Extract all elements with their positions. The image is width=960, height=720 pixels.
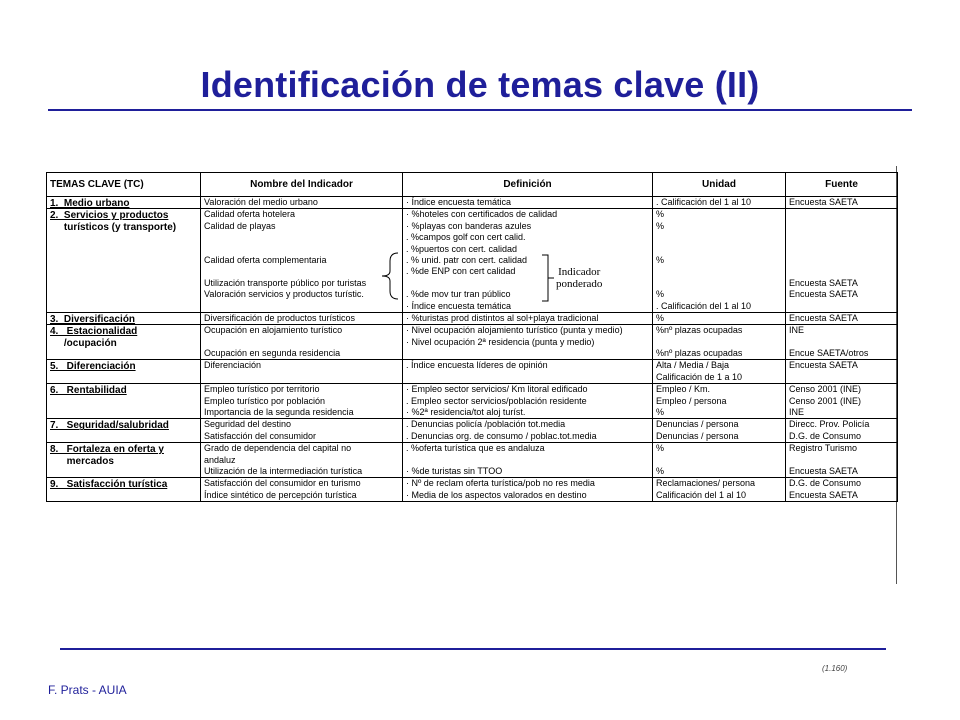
cell-line: [789, 337, 894, 348]
cell-line: %: [656, 407, 665, 418]
cell-line: Índice sintético de percepción turística: [204, 489, 357, 500]
cell-line: [789, 232, 894, 243]
footer-divider: [60, 648, 886, 650]
cell-line: 7. Seguridad/salubridad: [50, 420, 169, 432]
weighted-indicator-line1: Indicador: [558, 266, 601, 278]
cell-line: Censo 2001 (INE): [789, 384, 862, 395]
cell-line: %: [656, 220, 665, 231]
cell-line: %nº plazas ocupadas: [656, 325, 743, 336]
cell-line: . Calificación del 1 al 10: [656, 300, 752, 311]
indicador-cell: [201, 419, 403, 443]
cell-line: Diferenciación: [204, 360, 262, 371]
table-row: [47, 209, 898, 313]
table-row: [47, 325, 898, 360]
table-row: [47, 419, 898, 443]
cell-line: Encuesta SAETA: [789, 277, 858, 288]
cell-line: Encuesta SAETA: [789, 489, 858, 500]
cell-line: [204, 301, 399, 312]
cell-line: [656, 232, 782, 243]
cell-line: Valoración del medio urbano: [204, 197, 318, 207]
cell-line: 9. Satisfacción turística: [50, 479, 168, 491]
cell-line: [789, 221, 894, 232]
cell-line: Utilización transporte público por turistas: [204, 277, 367, 288]
cell-line: · %2ª residencia/tot aloj turíst.: [406, 407, 526, 418]
tema-clave-cell: [47, 419, 201, 443]
definicion-cell: [403, 360, 653, 384]
table-row: [47, 197, 898, 209]
fuente-cell: [786, 360, 898, 384]
unidad-cell: [653, 325, 786, 360]
cell-line: Registro Turismo: [789, 443, 858, 454]
indicador-cell: [201, 360, 403, 384]
cell-line: [656, 337, 782, 348]
fuente-cell: [786, 443, 898, 478]
cell-line: Encuesta SAETA: [789, 465, 858, 476]
header-temas-clave: TEMAS CLAVE (TC): [47, 173, 201, 197]
cell-line: 6. Rentabilidad: [50, 385, 127, 397]
cell-line: %nº plazas ocupadas: [656, 348, 743, 359]
cell-line: [789, 266, 894, 277]
cell-line: · %playas con banderas azules: [406, 220, 532, 231]
cell-line: 2. Servicios y productos: [50, 210, 169, 222]
cell-line: . %oferta turística que es andaluza: [406, 443, 545, 454]
fuente-cell: [786, 384, 898, 419]
cell-line: Ocupación en segunda residencia: [204, 348, 341, 359]
indicador-cell: [201, 209, 403, 313]
tema-clave-cell: [47, 312, 201, 324]
cell-line: Direcc. Prov. Policía: [789, 419, 870, 430]
cell-line: Seguridad del destino: [204, 419, 292, 430]
table-row: [47, 478, 898, 502]
cell-line: Diversificación de productos turísticos: [204, 312, 356, 323]
cell-line: . Calificación del 1 al 10: [656, 197, 752, 207]
cell-line: Empleo / Km.: [656, 384, 711, 395]
cell-line: [656, 278, 782, 289]
cell-line: 3. Diversificación: [50, 313, 136, 325]
definicion-cell: [403, 197, 653, 209]
tema-clave-cell: [47, 384, 201, 419]
cell-line: 1. Medio urbano: [50, 198, 130, 209]
definicion-cell: [403, 443, 653, 478]
header-definicion: Definición: [403, 173, 653, 197]
cell-line: [789, 209, 894, 220]
cell-line: INE: [789, 325, 805, 336]
cell-line: · Nivel ocupación alojamiento turístico (punta y medio): [406, 325, 623, 336]
table-body: [47, 197, 898, 502]
cell-line: andaluz: [204, 454, 236, 465]
fuente-cell: [786, 325, 898, 360]
cell-line: Utilización de la intermediación turística: [204, 465, 363, 476]
tema-clave-cell: [47, 443, 201, 478]
cell-line: Calidad oferta complementaria: [204, 254, 327, 265]
unidad-cell: [653, 197, 786, 209]
cell-line: Satisfacción del consumidor: [204, 430, 317, 441]
table-row: [47, 360, 898, 384]
definicion-cell: [403, 209, 653, 313]
footer-author: F. Prats - AUIA: [48, 683, 127, 697]
cell-line: [789, 301, 894, 312]
cell-line: [656, 266, 782, 277]
definicion-cell: [403, 419, 653, 443]
cell-line: [789, 255, 894, 266]
cell-line: D.G. de Consumo: [789, 430, 862, 441]
definicion-cell: [403, 325, 653, 360]
cell-line: Empleo turístico por población: [204, 395, 326, 406]
cell-line: [406, 348, 649, 359]
cell-line: [406, 455, 649, 466]
cell-line: Alta / Media / Baja: [656, 360, 730, 371]
cell-line: Calidad de playas: [204, 220, 276, 231]
cell-line: · Media de los aspectos valorados en destino: [406, 489, 587, 500]
table-row: [47, 312, 898, 324]
tema-clave-cell: [47, 325, 201, 360]
cell-line: . %de ENP con cert calidad: [406, 266, 516, 277]
fuente-cell: [786, 419, 898, 443]
cell-line: Satisfacción del consumidor en turismo: [204, 478, 361, 489]
indicador-cell: [201, 312, 403, 324]
weighted-indicator-line2: ponderado: [556, 278, 603, 290]
title-divider: [48, 109, 912, 111]
indicador-cell: [201, 197, 403, 209]
cell-line: Denuncias / persona: [656, 419, 739, 430]
cell-line: Empleo / persona: [656, 395, 727, 406]
cell-line: Calificación de 1 a 10: [656, 371, 743, 382]
cell-line: 4. Estacionalidad: [50, 326, 138, 338]
fuente-cell: [786, 312, 898, 324]
fuente-cell: [786, 197, 898, 209]
definicion-cell: [403, 478, 653, 502]
cell-line: [406, 278, 649, 289]
cell-line: %: [656, 465, 665, 476]
unidad-cell: [653, 443, 786, 478]
cell-line: Empleo turístico por territorio: [204, 384, 320, 395]
cell-line: [789, 244, 894, 255]
unidad-cell: [653, 312, 786, 324]
cell-line: /ocupación: [50, 337, 117, 349]
cell-line: [656, 455, 782, 466]
cell-line: [204, 266, 399, 277]
cell-line: · %de turistas sin TTOO: [406, 465, 503, 476]
cell-line: . %de mov tur tran público: [406, 289, 511, 300]
cell-line: %: [656, 312, 665, 323]
cell-line: Encuesta SAETA: [789, 289, 858, 300]
cell-line: . Denuncias org. de consumo / poblac.tot.media: [406, 430, 597, 441]
cell-line: [204, 244, 399, 255]
cell-line: . Índice encuesta líderes de opinión: [406, 360, 548, 371]
cell-line: 8. Fortaleza en oferta y: [50, 444, 164, 456]
cell-line: Censo 2001 (INE): [789, 395, 862, 406]
page-reference: (1.160): [822, 664, 848, 673]
tema-clave-cell: [47, 209, 201, 313]
cell-line: . Denuncias policía /población tot.media: [406, 419, 566, 430]
weighted-indicator-label: [556, 266, 602, 290]
indicador-cell: [201, 325, 403, 360]
tema-clave-cell: [47, 197, 201, 209]
cell-line: Calificación del 1 al 10: [656, 489, 747, 500]
unidad-cell: [653, 478, 786, 502]
cell-line: · Nº de reclam oferta turística/pob no res media: [406, 478, 595, 489]
cell-line: · %turistas prod distintos al sol+playa tradicional: [406, 312, 599, 323]
definicion-cell: [403, 384, 653, 419]
cell-line: %: [656, 289, 665, 300]
cell-line: · Empleo sector servicios/ Km litoral edificado: [406, 384, 588, 395]
header-unidad: Unidad: [653, 173, 786, 197]
table-header-row: [47, 173, 898, 197]
cell-line: . Empleo sector servicios/población residente: [406, 395, 587, 406]
unidad-cell: [653, 209, 786, 313]
tema-clave-cell: [47, 478, 201, 502]
header-fuente: Fuente: [786, 173, 898, 197]
cell-line: Importancia de la segunda residencia: [204, 407, 354, 418]
table-row: [47, 384, 898, 419]
indicador-cell: [201, 384, 403, 419]
cell-line: Denuncias / persona: [656, 430, 739, 441]
indicador-cell: [201, 478, 403, 502]
unidad-cell: [653, 360, 786, 384]
cell-line: · Índice encuesta temática: [406, 300, 512, 311]
cell-line: . % unid. patr con cert. calidad: [406, 254, 528, 265]
cell-line: mercados: [50, 455, 114, 467]
unidad-cell: [653, 384, 786, 419]
fuente-cell: [786, 209, 898, 313]
weighted-indicator-bracket: [540, 253, 554, 303]
cell-line: %: [656, 209, 665, 220]
cell-line: Calidad oferta hotelera: [204, 209, 296, 220]
definicion-cell: [403, 312, 653, 324]
cell-line: turísticos (y transporte): [50, 221, 177, 233]
cell-line: Valoración servicios y productos turístic.: [204, 289, 364, 300]
cell-line: [204, 232, 399, 243]
indicador-cell: [201, 443, 403, 478]
weighted-indicator-brace: [378, 251, 402, 301]
cell-line: . %puertos con cert. calidad: [406, 243, 518, 254]
cell-line: %: [656, 254, 665, 265]
cell-line: Ocupación en alojamiento turístico: [204, 325, 343, 336]
cell-line: Grado de dependencia del capital no: [204, 443, 352, 454]
key-themes-table: [46, 172, 898, 502]
cell-line: 5. Diferenciación: [50, 361, 136, 373]
cell-line: · Nivel ocupación 2ª residencia (punta y medio): [406, 336, 595, 347]
cell-line: Encuesta SAETA: [789, 312, 858, 323]
table-row: [47, 443, 898, 478]
cell-line: Reclamaciones/ persona: [656, 478, 756, 489]
cell-line: [656, 244, 782, 255]
cell-line: Encue SAETA/otros: [789, 348, 869, 359]
cell-line: INE: [789, 407, 805, 418]
header-nombre-indicador: Nombre del Indicador: [201, 173, 403, 197]
cell-line: Encuesta SAETA: [789, 197, 858, 207]
tema-clave-cell: [47, 360, 201, 384]
cell-line: . %campos golf con cert calid.: [406, 232, 526, 243]
cell-line: [789, 455, 894, 466]
cell-line: Encuesta SAETA: [789, 360, 858, 371]
unidad-cell: [653, 419, 786, 443]
cell-line: %: [656, 443, 665, 454]
fuente-cell: [786, 478, 898, 502]
cell-line: · Índice encuesta temática: [406, 197, 512, 207]
page-title: Identificación de temas clave (II): [200, 64, 760, 105]
cell-line: [204, 337, 399, 348]
cell-line: · %hoteles con certificados de calidad: [406, 209, 558, 220]
cell-line: D.G. de Consumo: [789, 478, 862, 489]
